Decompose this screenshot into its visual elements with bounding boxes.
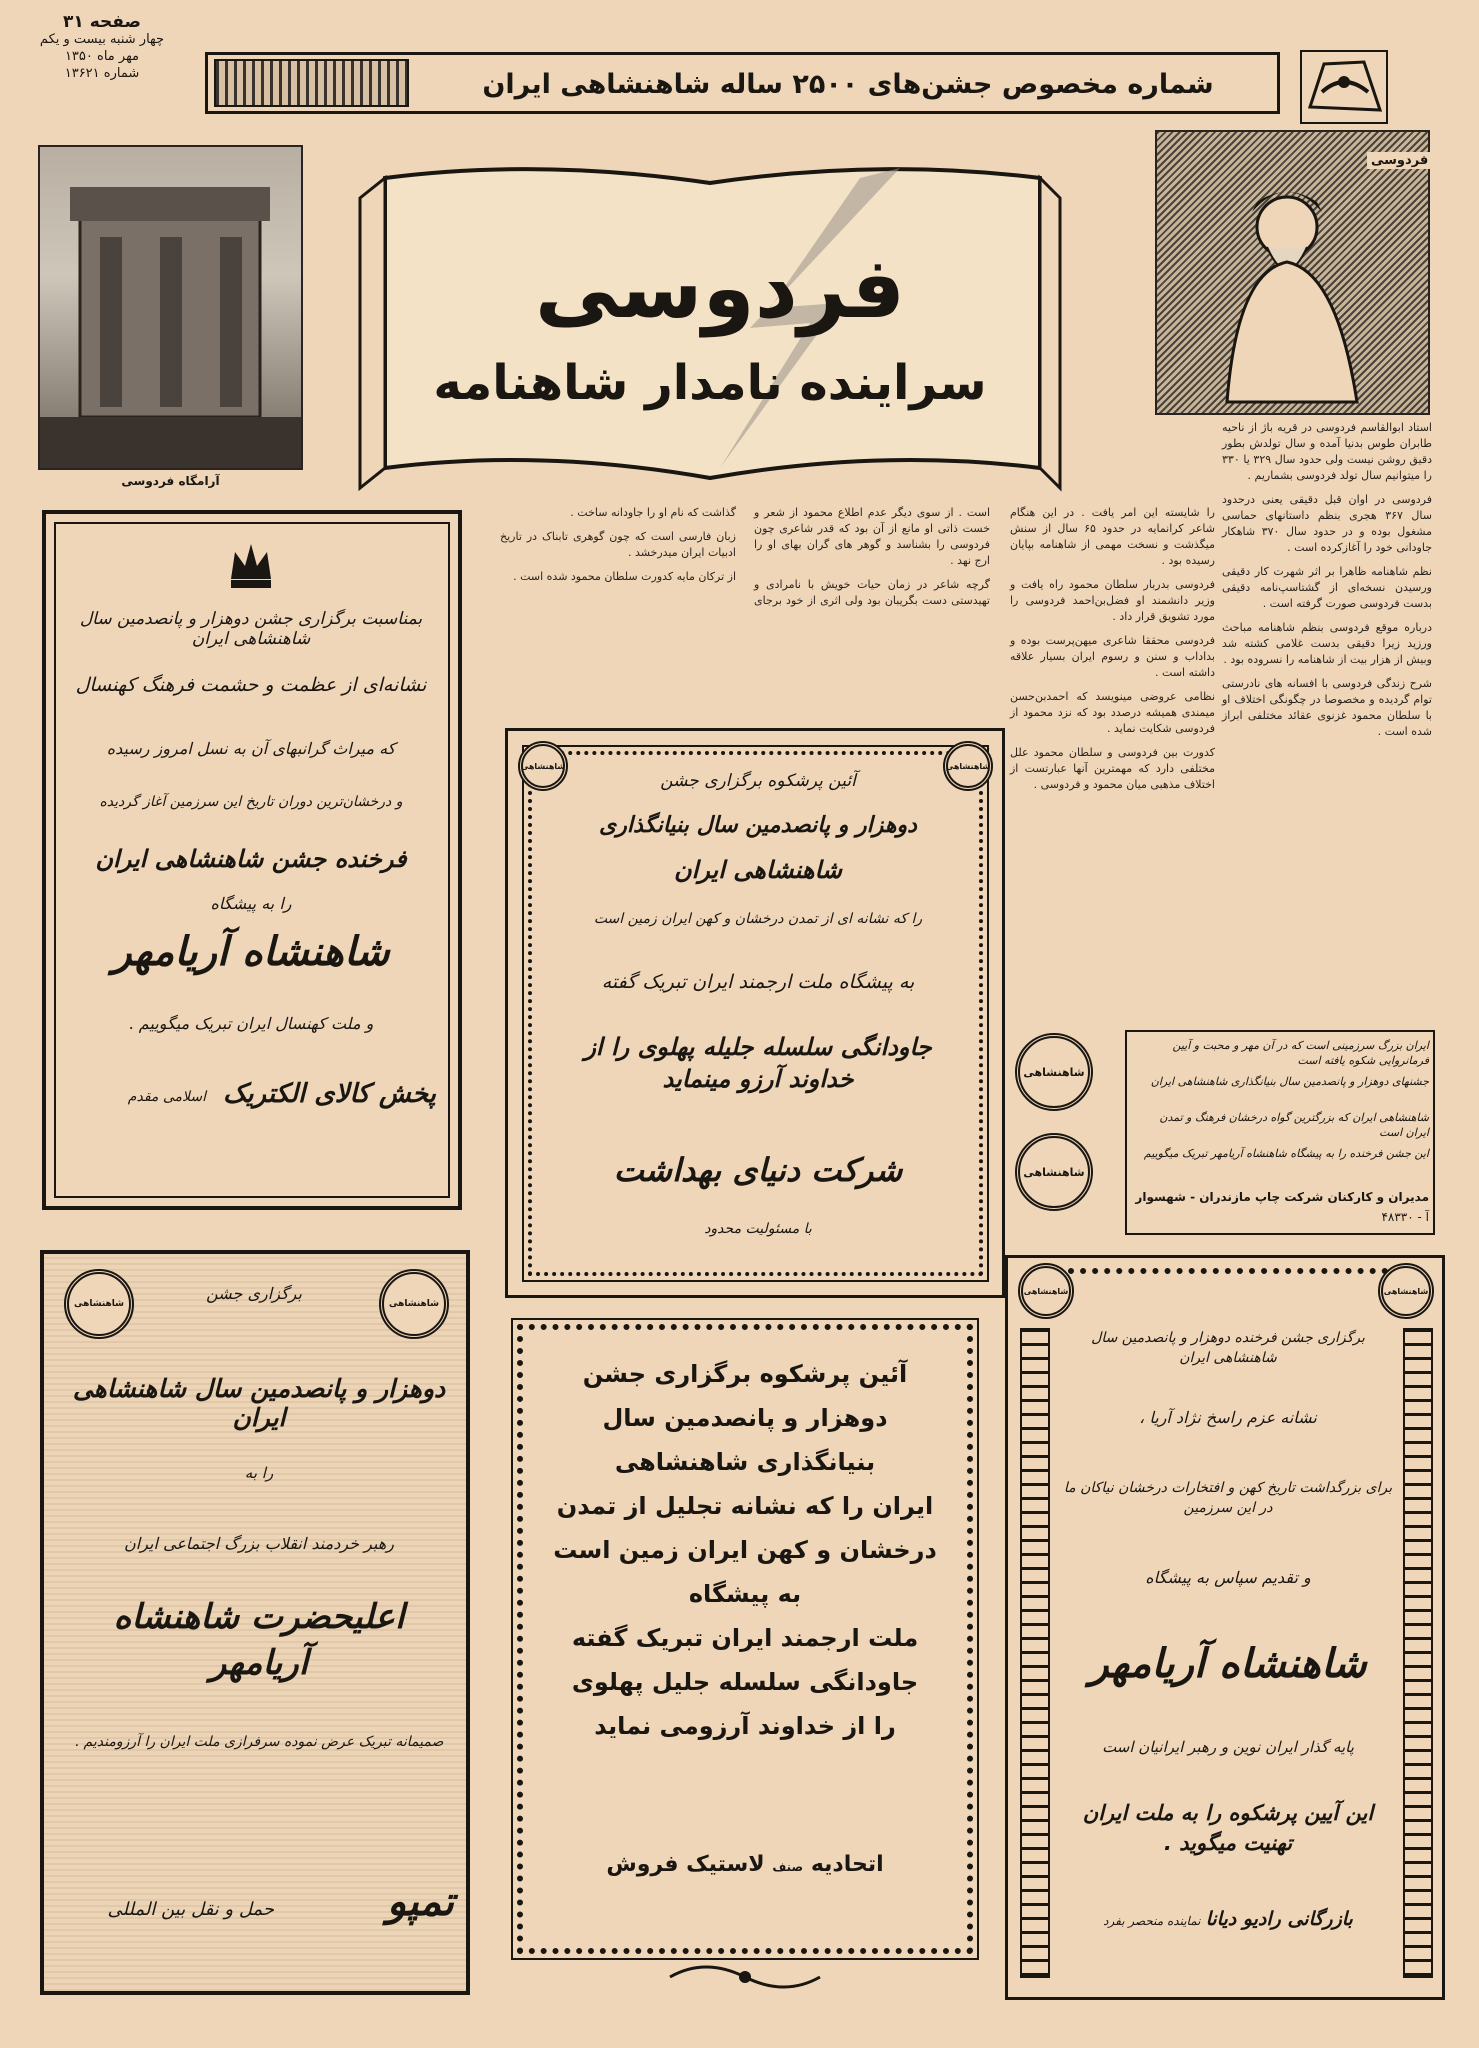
ferdowsi-portrait [1155, 130, 1430, 415]
ad-line: اعلیحضرت شاهنشاه آریامهر [113, 1597, 405, 1683]
ad-line: این آیین پرشکوه را به ملت ایران تهنیت میگوید . [1082, 1801, 1374, 1855]
ad-line: جشنهای دوهزار و پانصدمین سال بنیانگذاری شاهنشاهی ایران [1150, 1075, 1429, 1088]
ad-line: بنیانگذاری شاهنشاهی [614, 1448, 876, 1476]
ad-line: را به [244, 1464, 274, 1482]
ad-line: برای بزرگداشت تاریخ کهن و افتخارات درخشان نیاکان ما در این سرزمین [1063, 1480, 1393, 1516]
ad-line: جاودانگی سلسله جلیل پهلوی [571, 1668, 919, 1696]
ad-line: شاهنشاهی ایران [674, 856, 842, 884]
imperial-medallion-icon [1378, 1263, 1434, 1319]
ad-electric-goods [42, 510, 462, 1210]
ad-signer-sub: با مسئولیت محدود [704, 1221, 812, 1237]
ad-health-world [505, 728, 1005, 1298]
ad-line: به پیشگاه ملت ارجمند ایران تبریک گفته [601, 971, 915, 993]
article-column-left [500, 505, 990, 609]
medallion-label: شاهنشاهی [1023, 1286, 1069, 1296]
ad-side-column [1403, 1328, 1433, 1978]
ad-phone: آ - ۴۸۳۳۰ [1381, 1210, 1429, 1224]
article-paragraph: از ترکان مایه کدورت سلطان محمود شده است . [513, 570, 736, 583]
ad-line: ایران بزرگ سرزمینی است که در آن مهر و محبت و آیین فرمانروایی شکوه یافته است [1172, 1039, 1429, 1067]
date-line: چهار شنبه بیست و یکم [39, 32, 165, 47]
ad-line: فرخنده جشن شاهنشاهی ایران [95, 844, 407, 873]
ad-signer-small: صنف [772, 1860, 804, 1874]
ad-signer: شرکت دنیای بهداشت [613, 1151, 903, 1189]
portrait-caption: فردوسی [1367, 152, 1432, 169]
medallion-column [1000, 1025, 1110, 1225]
headline-subtitle: سراینده نامدار شاهنامه [433, 355, 987, 411]
article-paragraph: زبان فارسی است که چون گوهری تابناک در تاریخ ادبیات ایران میدرخشد . [500, 530, 736, 559]
ad-signer-prefix: اتحادیه [810, 1852, 884, 1877]
issue-number: شماره ۱۳۶۲۱ [64, 66, 140, 81]
ad-line: ملت ارجمند ایران تبریک گفته [571, 1624, 919, 1652]
ad-line: به پیشگاه [688, 1580, 802, 1608]
ad-line: دوهزار و پانصدمین سال شاهنشاهی ایران [72, 1374, 446, 1432]
banner-title: شماره مخصوص جشن‌های ۲۵۰۰ ساله شاهنشاهی ایران [482, 69, 1214, 100]
skyline-illustration [214, 59, 409, 107]
medallion-label: شاهنشاهی [520, 761, 566, 771]
headline-title: فردوسی [534, 239, 906, 337]
ferdowsi-figure [1157, 132, 1428, 413]
ad-line: را که نشانه ای از تمدن درخشان و کهن ایران زمین است [593, 911, 923, 927]
article-paragraph: گرچه شاعر در زمان حیات خویش با نامرادی و تهیدستی دست بگریبان بود ولی اثری از خود برجای گذاشت که نام او را جاودانه ساخت . [570, 506, 990, 607]
ad-tempo-transport [40, 1250, 470, 1995]
ad-signer-row [540, 1852, 950, 1877]
ad-line: شاهنشاه آریامهر [1089, 1641, 1367, 1687]
article-paragraph: فردوسی محققا شاعری میهن‌پرست بوده و بداداب و سنن و رسوم ایران بسیار علاقه داشته است . [1010, 634, 1215, 679]
imperial-crown-icon [221, 534, 281, 594]
ad-line: جاودانگی سلسله جلیله پهلوی را از خداوند آرزو مینماید [584, 1033, 932, 1093]
ad-line: نشانه‌ای از عظمت و حشمت فرهنگ کهنسال [75, 674, 427, 696]
ad-tire-sellers [505, 1312, 985, 2002]
article-paragraph: شرح زندگی فردوسی با افسانه های نادرستی توام گردیده و مخصوصا در چگونگی اختلاف او با سلطان محمود غزنوی عقائد مختلفی ابراز شده است . [1222, 677, 1432, 738]
ad-line: و درخشان‌ترین دوران تاریخ این سرزمین آغاز گردیده [99, 794, 403, 810]
ad-line: این جشن فرخنده را به پیشگاه شاهنشاه آریامهر تبریک میگوییم [1143, 1147, 1429, 1160]
flourish-icon [665, 1957, 825, 1997]
article-paragraph: است . از سوی دیگر عدم اطلاع محمود از شعر و خست ذاتی او مانع از آن بود که قدر شاعری چون فردوسی را بشناسد و گوهر های گران بهای او را ارج نهد . [754, 506, 990, 567]
article-paragraph: نظامی عروضی مینویسد که احمدبن‌حسن میمندی همیشه درصدد بود که نزد محمود از فردوسی شکایت نماید . [1010, 690, 1215, 735]
mausoleum-caption: آرامگاه فردوسی [121, 474, 220, 488]
imperial-medallion-icon [64, 1269, 134, 1339]
ad-line: شاهنشاه آریامهر [112, 929, 390, 975]
ad-line: آئین پرشکوه برگزاری جشن [582, 1360, 908, 1388]
ad-line: و تقدیم سپاس به پیشگاه [1145, 1568, 1311, 1587]
ad-signer: لاستیک فروش [606, 1852, 765, 1877]
flourish-ornament [665, 1957, 825, 1997]
ad-signer: بازرگانی رادیو دیانا [1205, 1908, 1353, 1930]
imperial-medallion-icon [1015, 1133, 1093, 1211]
mausoleum-photo [38, 145, 303, 470]
ad-side-column [1020, 1328, 1050, 1978]
ad-top-ornament [1068, 1268, 1388, 1286]
ad-line: نشانه عزم راسخ نژاد آریا ، [1139, 1408, 1317, 1427]
ad-line: را از خداوند آرزومی نماید [594, 1712, 896, 1740]
ad-line: و ملت کهنسال ایران تبریک میگوییم . [128, 1014, 374, 1033]
ad-signer-pre: نماینده منحصر بفرد [1103, 1914, 1201, 1928]
medallion-label: شاهنشاهی [388, 1299, 440, 1309]
ad-line: آئین پرشکوه برگزاری جشن [660, 771, 856, 791]
ad-line: شاهنشاهی ایران که بزرگترین گواه درخشان فرهنگ و تمدن ایران است [1159, 1111, 1429, 1139]
header-dateline [12, 14, 192, 82]
ad-mazandaran-printing [1125, 1030, 1435, 1235]
medallion-label: شاهنشاهی [1383, 1286, 1429, 1296]
ad-line: صمیمانه تبریک عرض نموده سرفرازی ملت ایران را آرزومندیم . [74, 1734, 444, 1750]
medallion-label: شاهنشاهی [1023, 1165, 1085, 1179]
imperial-medallion-icon [379, 1269, 449, 1339]
ad-line: پایه گذار ایران نوین و رهبر ایرانیان است [1102, 1738, 1354, 1756]
ad-signer-sub: اسلامی مقدم [127, 1089, 206, 1105]
article-paragraph: استاد ابوالقاسم فردوسی در قریه باژ از ناحیه طابران طوس بدنیا آمده و سال تولدش بطور دقیق روشن نیست ولی حدود سال ۳۲۹ یا ۳۳۰ را میتوانیم سال تولد فردوسی بشماریم . [1222, 421, 1433, 482]
ad-body [540, 1352, 950, 1748]
medallion-label: شاهنشاهی [1023, 1065, 1085, 1079]
ad-line: درخشان و کهن ایران زمین است [553, 1536, 937, 1564]
article-paragraph: درباره موقع فردوسی بنظم شاهنامه مباحث ورزید زیرا دقیقی بدست غلامی کشته شد وبیش از هزار بیت از شاهنامه را نسروده بود . [1222, 621, 1432, 666]
ad-line: دوهزار و پانصدمین سال بنیانگذاری [599, 813, 917, 838]
ad-line: که میراث گرانبهای آن به نسل امروز رسیده [106, 739, 396, 758]
ad-radio-diana [1005, 1255, 1445, 2000]
ad-line: رهبر خردمند انقلاب بزرگ اجتماعی ایران [124, 1534, 394, 1553]
ad-line: ایران را که نشانه تجلیل از تمدن [556, 1492, 934, 1520]
medallion-label: شاهنشاهی [945, 761, 991, 771]
article-paragraph: کدورت بین فردوسی و سلطان محمود علل مختلفی دارد که مهمترین آنها عبارتست از اختلاف مذهبی میان محمود و فردوسی . [1010, 746, 1215, 791]
imperial-medallion-icon [1015, 1033, 1093, 1111]
imperial-medallion-icon [1018, 1263, 1074, 1319]
month-line: مهر ماه ۱۳۵۰ [64, 49, 140, 64]
ad-line: دوهزار و پانصدمین سال [602, 1404, 888, 1432]
article-paragraph: را شایسته این امر یافت . در این هنگام شاعر کرانمایه در حدود ۶۵ سال از سنش میگذشت و نسخت مهمی از شاهنامه بپایان رسیده بود . [1010, 506, 1216, 567]
headline-book [340, 138, 1080, 503]
ad-signer: تمپو [387, 1879, 454, 1925]
header-banner [205, 52, 1280, 114]
ad-line: بمناسبت برگزاری جشن دوهزار و پانصدمین سال شاهنشاهی ایران [79, 609, 423, 649]
ad-signer-row [1063, 1908, 1393, 1930]
ettelaat-logo-icon [1302, 52, 1386, 122]
ad-signer: مدیران و کارکنان شرکت چاپ مازندران - شهسوار [1135, 1190, 1429, 1204]
article-paragraph: نظم شاهنامه ظاهرا بر اثر شهرت کار دقیقی ورسیدن نسخه‌ای از گشتاسپ‌نامه دقیقی بدست فردوسی صورت گرفته است . [1222, 565, 1432, 610]
article-column-right [1222, 420, 1432, 748]
ad-line: را به پیشگاه [210, 894, 292, 913]
ad-line: برگزاری جشن [206, 1284, 302, 1303]
ad-signer: پخش کالای الکتریک [223, 1079, 436, 1109]
article-paragraph: فردوسی بدربار سلطان محمود راه یافت و وزیر دانشمند او فضل‌بن‌احمد فردوسی را مورد تشویق قرار داد . [1010, 578, 1215, 623]
newspaper-logo [1300, 50, 1388, 124]
mausoleum-illustration [40, 147, 301, 468]
page-number: صفحه ۳۱ [63, 12, 141, 32]
article-column-mid [1010, 505, 1215, 801]
ad-line: برگزاری جشن فرخنده دوهزار و پانصدمین سال شاهنشاهی ایران [1091, 1330, 1365, 1366]
article-paragraph: فردوسی در اوان قبل دقیقی یعنی درحدود سال ۳۶۷ هجری بنظم داستانهای حماسی مشغول بوده و در حدود سال ۳۷۰ شاهکار جاودانی خود را آغازکرده است . [1222, 493, 1432, 554]
ad-signer-sub: حمل و نقل بین المللی [107, 1899, 274, 1920]
medallion-label: شاهنشاهی [73, 1299, 125, 1309]
